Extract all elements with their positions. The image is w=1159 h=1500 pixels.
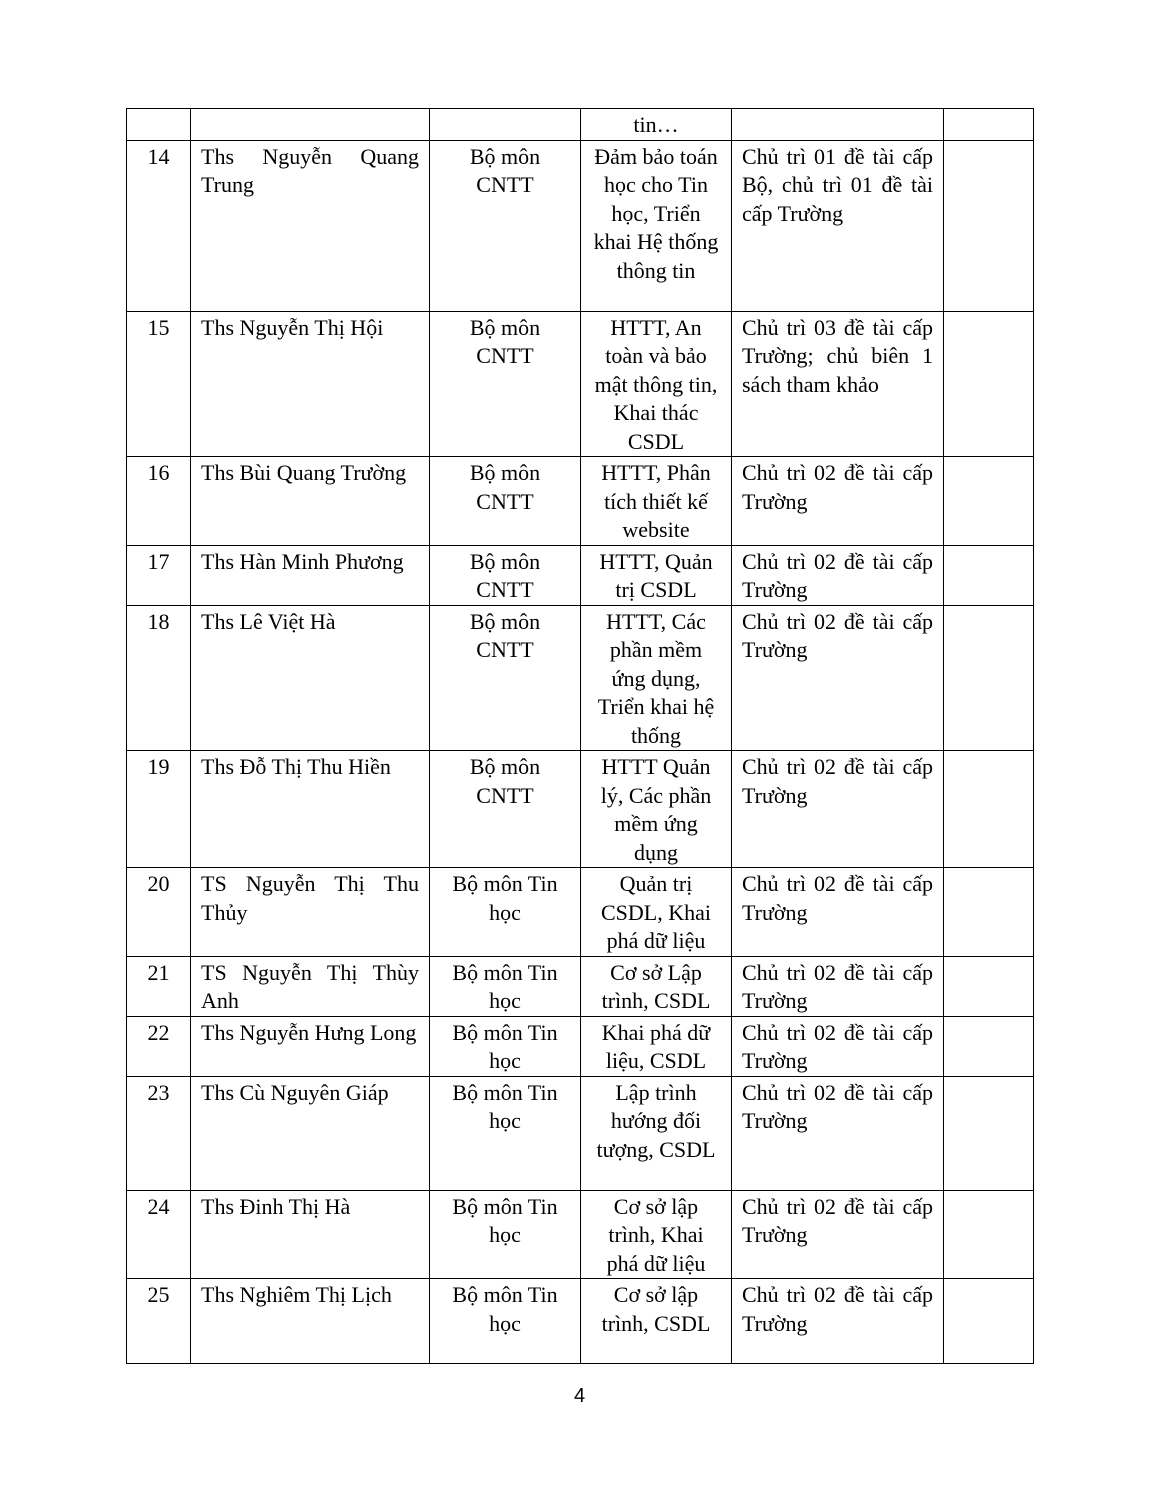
teaching-field-cell: Cơ sở lập trình, CSDL xyxy=(581,1279,732,1364)
row-number-cell: 17 xyxy=(127,545,191,605)
row-number-cell: 24 xyxy=(127,1190,191,1279)
note-cell xyxy=(944,1076,1034,1190)
research-cell: Chủ trì 02 đề tài cấp Trường xyxy=(732,868,944,957)
note-cell xyxy=(944,1279,1034,1364)
department-cell: Bộ môn CNTT xyxy=(430,545,581,605)
lecturer-name-cell: Ths Hàn Minh Phương xyxy=(191,545,430,605)
table-row xyxy=(127,605,1034,751)
row-number-cell: 23 xyxy=(127,1076,191,1190)
page-number: 4 xyxy=(573,1385,586,1407)
lecturer-name-cell: Ths Đinh Thị Hà xyxy=(191,1190,430,1279)
teaching-field-cell: Cơ sở Lập trình, CSDL xyxy=(581,956,732,1016)
lecturer-name-cell xyxy=(191,109,430,141)
table-row xyxy=(127,1190,1034,1279)
table-row xyxy=(127,545,1034,605)
research-cell: Chủ trì 03 đề tài cấp Trường; chủ biên 1 sách tham khảo xyxy=(732,311,944,457)
table-row xyxy=(127,311,1034,457)
teaching-field-cell: Đảm bảo toán học cho Tin học, Triển khai Hệ thống thông tin xyxy=(581,140,732,311)
department-cell: Bộ môn Tin học xyxy=(430,956,581,1016)
row-number-cell: 15 xyxy=(127,311,191,457)
lecturer-name-cell: Ths Nghiêm Thị Lịch xyxy=(191,1279,430,1364)
department-cell: Bộ môn CNTT xyxy=(430,605,581,751)
note-cell xyxy=(944,956,1034,1016)
teaching-field-cell: tin… xyxy=(581,109,732,141)
department-cell: Bộ môn Tin học xyxy=(430,1016,581,1076)
row-number-cell: 18 xyxy=(127,605,191,751)
teaching-field-cell: HTTT Quản lý, Các phần mềm ứng dụng xyxy=(581,751,732,868)
note-cell xyxy=(944,140,1034,311)
department-cell: Bộ môn Tin học xyxy=(430,1076,581,1190)
department-cell: Bộ môn CNTT xyxy=(430,457,581,546)
row-number-cell: 14 xyxy=(127,140,191,311)
lecturer-name-cell: Ths Nguyễn Hưng Long xyxy=(191,1016,430,1076)
department-cell: Bộ môn CNTT xyxy=(430,140,581,311)
lecturer-name-cell: Ths Lê Việt Hà xyxy=(191,605,430,751)
research-cell: Chủ trì 02 đề tài cấp Trường xyxy=(732,1279,944,1364)
note-cell xyxy=(944,605,1034,751)
department-cell: Bộ môn CNTT xyxy=(430,751,581,868)
note-cell xyxy=(944,545,1034,605)
row-number-cell: 21 xyxy=(127,956,191,1016)
research-cell: Chủ trì 02 đề tài cấp Trường xyxy=(732,956,944,1016)
note-cell xyxy=(944,457,1034,546)
lecturer-name-cell: Ths Bùi Quang Trường xyxy=(191,457,430,546)
row-number-cell xyxy=(127,109,191,141)
table-row xyxy=(127,1279,1034,1364)
note-cell xyxy=(944,868,1034,957)
table-row xyxy=(127,457,1034,546)
staff-table xyxy=(126,108,1034,1364)
row-number-cell: 25 xyxy=(127,1279,191,1364)
research-cell xyxy=(732,109,944,141)
teaching-field-cell: Khai phá dữ liệu, CSDL xyxy=(581,1016,732,1076)
row-number-cell: 22 xyxy=(127,1016,191,1076)
research-cell: Chủ trì 02 đề tài cấp Trường xyxy=(732,1190,944,1279)
department-cell: Bộ môn Tin học xyxy=(430,1279,581,1364)
teaching-field-cell: HTTT, An toàn và bảo mật thông tin, Khai thác CSDL xyxy=(581,311,732,457)
research-cell: Chủ trì 02 đề tài cấp Trường xyxy=(732,1016,944,1076)
note-cell xyxy=(944,1016,1034,1076)
teaching-field-cell: Lập trình hướng đối tượng, CSDL xyxy=(581,1076,732,1190)
table-row xyxy=(127,956,1034,1016)
teaching-field-cell: Cơ sở lập trình, Khai phá dữ liệu xyxy=(581,1190,732,1279)
table-row xyxy=(127,868,1034,957)
note-cell xyxy=(944,751,1034,868)
note-cell xyxy=(944,1190,1034,1279)
teaching-field-cell: HTTT, Các phần mềm ứng dụng, Triển khai hệ thống xyxy=(581,605,732,751)
teaching-field-cell: HTTT, Phân tích thiết kế website xyxy=(581,457,732,546)
table-row xyxy=(127,1076,1034,1190)
department-cell xyxy=(430,109,581,141)
department-cell: Bộ môn Tin học xyxy=(430,1190,581,1279)
lecturer-name-cell: Ths Cù Nguyên Giáp xyxy=(191,1076,430,1190)
row-number-cell: 16 xyxy=(127,457,191,546)
table-row xyxy=(127,140,1034,311)
research-cell: Chủ trì 02 đề tài cấp Trường xyxy=(732,1076,944,1190)
row-number-cell: 20 xyxy=(127,868,191,957)
research-cell: Chủ trì 01 đề tài cấp Bộ, chủ trì 01 đề tài cấp Trường xyxy=(732,140,944,311)
table-row xyxy=(127,109,1034,141)
lecturer-name-cell: Ths Nguyễn Thị Hội xyxy=(191,311,430,457)
lecturer-name-cell: TS Nguyễn Thị Thùy Anh xyxy=(191,956,430,1016)
research-cell: Chủ trì 02 đề tài cấp Trường xyxy=(732,751,944,868)
lecturer-name-cell: Ths Nguyễn Quang Trung xyxy=(191,140,430,311)
lecturer-name-cell: TS Nguyễn Thị Thu Thủy xyxy=(191,868,430,957)
department-cell: Bộ môn CNTT xyxy=(430,311,581,457)
research-cell: Chủ trì 02 đề tài cấp Trường xyxy=(732,545,944,605)
row-number-cell: 19 xyxy=(127,751,191,868)
research-cell: Chủ trì 02 đề tài cấp Trường xyxy=(732,457,944,546)
note-cell xyxy=(944,311,1034,457)
teaching-field-cell: Quản trị CSDL, Khai phá dữ liệu xyxy=(581,868,732,957)
teaching-field-cell: HTTT, Quản trị CSDL xyxy=(581,545,732,605)
lecturer-name-cell: Ths Đỗ Thị Thu Hiền xyxy=(191,751,430,868)
table-row xyxy=(127,751,1034,868)
note-cell xyxy=(944,109,1034,141)
department-cell: Bộ môn Tin học xyxy=(430,868,581,957)
research-cell: Chủ trì 02 đề tài cấp Trường xyxy=(732,605,944,751)
table-row xyxy=(127,1016,1034,1076)
